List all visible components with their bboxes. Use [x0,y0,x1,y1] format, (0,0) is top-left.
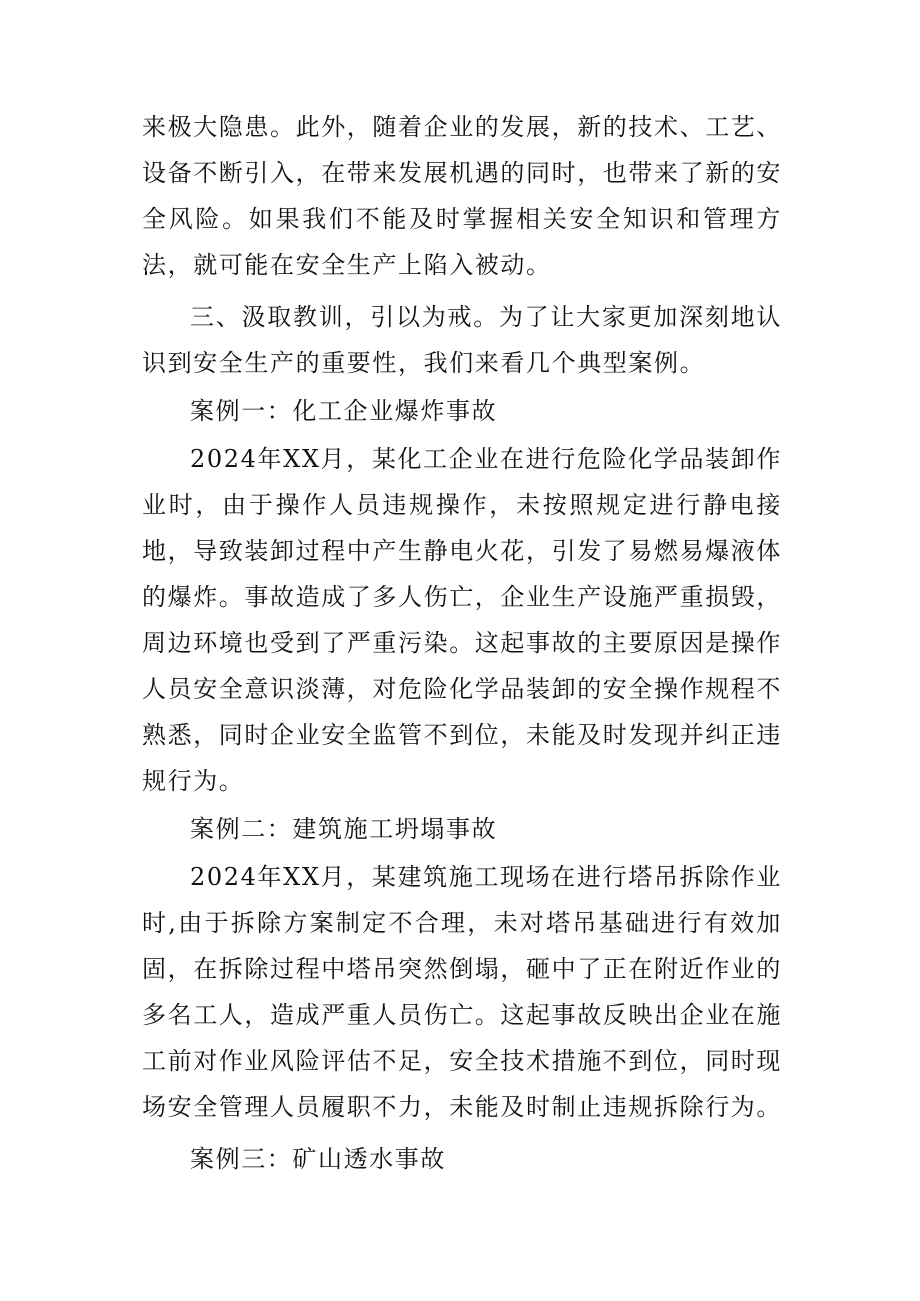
case1-body: 2024年XX月，某化工企业在进行危险化学品装卸作业时，由于操作人员违规操作，未按照规定进行静电接地，导致装卸过程中产生静电火花，引发了易燃易爆液体的爆炸。事故造成了多人伤亡，企业生产设施严重损毁，周边环境也受到了严重污染。这起事故的主要原因是操作人员安全意识淡薄，对危险化学品装卸的安全操作规程不熟悉，同时企业安全监管不到位，未能及时发现并纠正违规行为。 [142,445,782,795]
case1-title: 案例一：化工企业爆炸事故 [190,397,498,425]
case2-body: 2024年XX月，某建筑施工现场在进行塔吊拆除作业时,由于拆除方案制定不合理，未对塔吊基础进行有效加固，在拆除过程中塔吊突然倒塌，砸中了正在附近作业的多名工人，造成严重人员伤亡。这起事故反映出企业在施工前对作业风险评估不足，安全技术措施不到位，同时现场安全管理人员履职不力，未能及时制止违规拆除行为。 [142,863,782,1121]
case3-title: 案例三：矿山透水事故 [190,1145,446,1173]
paragraph-continuation: 来极大隐患。此外，随着企业的发展，新的技术、工艺、设备不断引入，在带来发展机遇的同时，也带来了新的安全风险。如果我们不能及时掌握相关安全知识和管理方法，就可能在安全生产上陷入被动。 [142,113,782,279]
paragraph-lessons: 三、汲取教训，引以为戒。为了让大家更加深刻地认识到安全生产的重要性，我们来看几个典型案例。 [142,303,782,377]
document-page [142,104,782,1182]
case2-title: 案例二：建筑施工坍塌事故 [190,815,498,843]
